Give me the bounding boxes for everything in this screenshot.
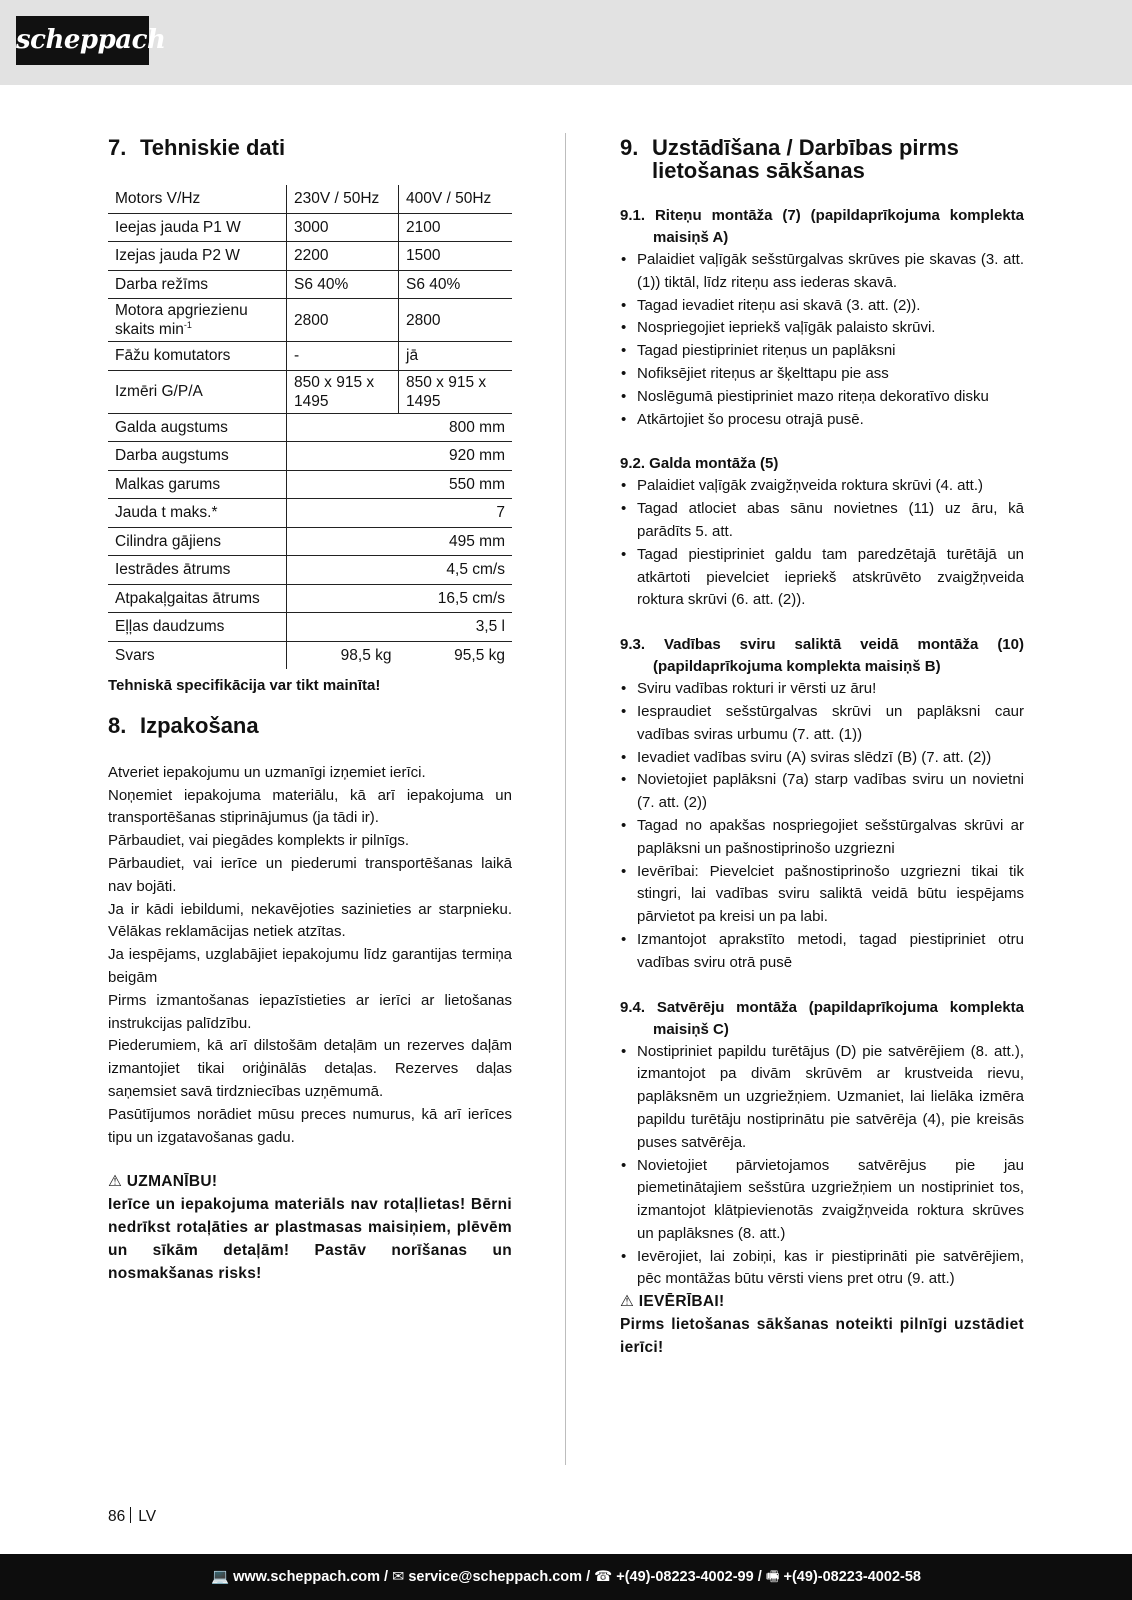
subsection-9-4 <box>620 997 1024 1292</box>
list-item: • Tagad ievadiet riteņu asi skavā (3. att. (2)). <box>620 295 1024 318</box>
list-item: • Iespraudiet sešstūrgalvas skrūvi un paplāksni caur vadības sviras urbumu (7. att. (1)) <box>620 701 1024 747</box>
paragraph: Noņemiet iepakojuma materiālu, kā arī iepakojuma un transportēšanas stiprinājumus (ja tādi ir). <box>108 786 512 827</box>
table-row: Darba augstums 920 mm <box>108 442 512 471</box>
attention-title: ⚠ IEVĒRĪBAI! <box>620 1293 725 1311</box>
mail-icon: ✉ <box>392 1569 405 1585</box>
paragraph: Pārbaudiet, vai piegādes komplekts ir pilnīgs. <box>108 832 409 850</box>
contact-bar: 💻 www.scheppach.com / ✉ service@scheppach.com / ☎ +(49)-08223-4002-99 / 🖷 +(49)-08223-4002-58 <box>0 1554 1132 1600</box>
attention-block <box>620 1291 1024 1359</box>
section-9-heading: 9. Uzstādīšana / Darbības pirms lietošanas sākšanas <box>620 135 959 183</box>
table-row: Darba režīms S6 40% S6 40% <box>108 270 512 299</box>
list-item: • Izmantojot aprakstīto metodi, tagad piestipriniet otru vadības sviru otrā pusē <box>620 929 1024 975</box>
table-row: Jauda t maks.* 7 <box>108 499 512 528</box>
phone-icon: ☎ <box>594 1569 613 1585</box>
spec-table <box>108 185 512 669</box>
list-item: • Tagad piestipriniet riteņus un paplāksni <box>620 340 1024 363</box>
list-item: • Palaidiet vaļīgāk sešstūrgalvas skrūves pie skavas (3. att. (1)) tiktāl, līdz riteņu ass iederas skavā. <box>620 249 1024 295</box>
table-row: Malkas garums 550 mm <box>108 470 512 499</box>
list-item: • Noslēgumā piestipriniet mazo riteņa dekoratīvo disku <box>620 386 1024 409</box>
paragraph: Ja iespējams, uzglabājiet iepakojumu līdz garantijas termiņa beigām <box>108 946 512 986</box>
paragraph: Pirms izmantošanas iepazīstieties ar ierīci ar lietošanas instrukcijas palīdzību. <box>108 991 512 1032</box>
section-8-heading: 8. Izpakošana <box>108 712 259 738</box>
list-item: • Tagad piestipriniet galdu tam paredzētajā turētājā un atkārtoti pievelciet iepriekš atskrūvēto zvaigžņveida roktura skrūvi (6. att. (2)). <box>620 544 1024 612</box>
email-link[interactable]: service@scheppach.com <box>408 1569 583 1585</box>
column-divider <box>565 133 566 1465</box>
table-row: Motors V/Hz 230V / 50Hz 400V / 50Hz <box>108 185 512 213</box>
list-item: • Nospriegojiet iepriekš vaļīgāk palaisto skrūvi. <box>620 317 1024 340</box>
warning-text: Ierīce un iepakojuma materiāls nav rotaļlietas! Bērni nedrīkst rotaļāties ar plastmasas maisiņiem, plēvēm un sīkām detaļām! Pastāv norīšanas un nosmakšanas risks! <box>108 1196 512 1282</box>
list-item: • Palaidiet vaļīgāk zvaigžņveida roktura skrūvi (4. att.) <box>620 475 1024 498</box>
table-row: Cilindra gājiens 495 mm <box>108 527 512 556</box>
page-header <box>0 0 1132 85</box>
table-row: Atpakaļgaitas ātrums 16,5 cm/s <box>108 584 512 613</box>
table-row: Motora apgriezienu skaits $\min^{-1}$ 2800 2800 <box>108 299 512 342</box>
table-row: Ieejas jauda P1 W 3000 2100 <box>108 213 512 242</box>
subsection-9-1 <box>620 205 1024 431</box>
paragraph: Pārbaudiet, vai ierīce un piederumi transportēšanas laikā nav bojāti. <box>108 854 512 895</box>
phone-number: +(49)-08223-4002-99 <box>616 1569 754 1585</box>
list-item: • Nostipriniet papildu turētājus (D) pie satvērējiem (8. att.), izmantojot pa divām skrūvēm ar krustveida rievu, paplāksnēm un uzgriežņiem. Uzmaniet, lai lielāka izmēra papildu turētāju nostiprinātu pie satvērēja (4), pie kreisās puses satvērēja. <box>620 1041 1024 1155</box>
list-item: • Tagad no apakšas nospriegojiet sešstūrgalvas skrūvi ar paplāksni un pašnostiprinošo uzgriezni <box>620 815 1024 861</box>
subsection-9-3 <box>620 634 1024 974</box>
table-row: Eļļas daudzums 3,5 l <box>108 613 512 642</box>
list-item: • Nofiksējiet riteņus ar šķelttapu pie ass <box>620 363 1024 386</box>
left-column <box>108 136 512 1285</box>
section-7-heading: 7. Tehniskie dati <box>108 135 286 160</box>
spec-note: Tehniskā specifikācija var tikt mainīta! <box>108 677 381 694</box>
list-item: • Atkārtojiet šo procesu otrajā pusē. <box>620 409 1024 432</box>
website-link[interactable]: www.scheppach.com <box>233 1569 381 1585</box>
page-number: 86 LV <box>108 1508 157 1525</box>
paragraph: Ja ir kādi iebildumi, nekavējoties sazinieties ar starpnieku. Vēlākas reklamācijas netiek atzītas. <box>108 900 512 941</box>
paragraph: Atveriet iepakojumu un uzmanīgi izņemiet ierīci. <box>108 763 426 781</box>
list-item: • Novietojiet paplāksni (7a) starp vadības sviru un novietni (7. att. (2)) <box>620 769 1024 815</box>
separator <box>130 1507 131 1523</box>
paragraph: Piederumiem, kā arī dilstošām detaļām un rezerves daļām izmantojiet tikai oriģinālās detaļas. Rezerves daļas saņemsiet savā tirdzniecības uzņēmumā. <box>108 1037 512 1100</box>
fax-icon: 🖷 <box>765 1569 780 1585</box>
table-row: Izmēri G/P/A 850 x 915 x 1495 850 x 915 x 1495 <box>108 370 512 413</box>
list-item: • Ievadiet vadības sviru (A) sviras slēdzī (B) (7. att. (2)) <box>620 747 1024 770</box>
subsection-heading: 9.4. Satvērēju montāža (papildaprīkojuma komplekta maisiņš C) <box>620 998 1024 1038</box>
fax-number: +(49)-08223-4002-58 <box>783 1569 921 1585</box>
bullet-list <box>620 1041 1024 1292</box>
bullet-list <box>620 249 1024 431</box>
table-row: Iestrādes ātrums 4,5 cm/s <box>108 556 512 585</box>
subsection-heading: 9.3. Vadības sviru saliktā veidā montāža (10) (papildaprīkojuma komplekta maisiņš B) <box>620 636 1024 676</box>
table-row: Fāžu komutators - jā <box>108 342 512 371</box>
list-item: • Sviru vadības rokturi ir vērsti uz āru! <box>620 678 1024 701</box>
scheppach-logo: scheppach <box>16 16 149 65</box>
paragraph: Pasūtījumos norādiet mūsu preces numurus, kā arī ierīces tipu un izgatavošanas gadu. <box>108 1105 512 1146</box>
list-item: • Tagad atlociet abas sānu novietnes (11) uz āru, kā parādīts 5. att. <box>620 498 1024 544</box>
unpacking-text <box>108 762 512 1150</box>
right-column <box>620 136 1024 1360</box>
warning-title: ⚠ UZMANĪBU! <box>108 1173 218 1191</box>
bullet-list <box>620 678 1024 974</box>
subsection-9-2 <box>620 453 1024 612</box>
list-item: • Novietojiet pārvietojamos satvērējus pie jau piemetinātajiem sešstūra uzgriežņiem un nostipriniet tos, izmantojot klātpievienotās zvaigžņveida roktura skrūves un paplāksnes (8. att.) <box>620 1155 1024 1246</box>
attention-text: Pirms lietošanas sākšanas noteikti pilnīgi uzstādiet ierīci! <box>620 1316 1024 1356</box>
subsection-heading: 9.2. Galda montāža (5) <box>620 455 779 473</box>
table-row: Svars 98,5 kg 95,5 kg <box>108 641 512 669</box>
table-row: Galda augstums 800 mm <box>108 413 512 442</box>
table-row: Izejas jauda P2 W 2200 1500 <box>108 242 512 271</box>
warning-block <box>108 1171 512 1285</box>
list-item: • Ievērībai: Pievelciet pašnostiprinošo uzgriezni tikai tik stingri, lai vadības sviru saliktā veidā būtu iespējams pārvietot pa kreisi un pa labi. <box>620 861 1024 929</box>
bullet-list <box>620 475 1024 612</box>
subsection-heading: 9.1. Riteņu montāža (7) (papildaprīkojuma komplekta maisiņš A) <box>620 207 1024 246</box>
list-item: • Ievērojiet, lai zobiņi, kas ir piestiprināti pie satvērējiem, pēc montāžas būtu vērsti viens pret otru (9. att.) <box>620 1246 1024 1292</box>
computer-icon: 💻 <box>211 1569 230 1585</box>
